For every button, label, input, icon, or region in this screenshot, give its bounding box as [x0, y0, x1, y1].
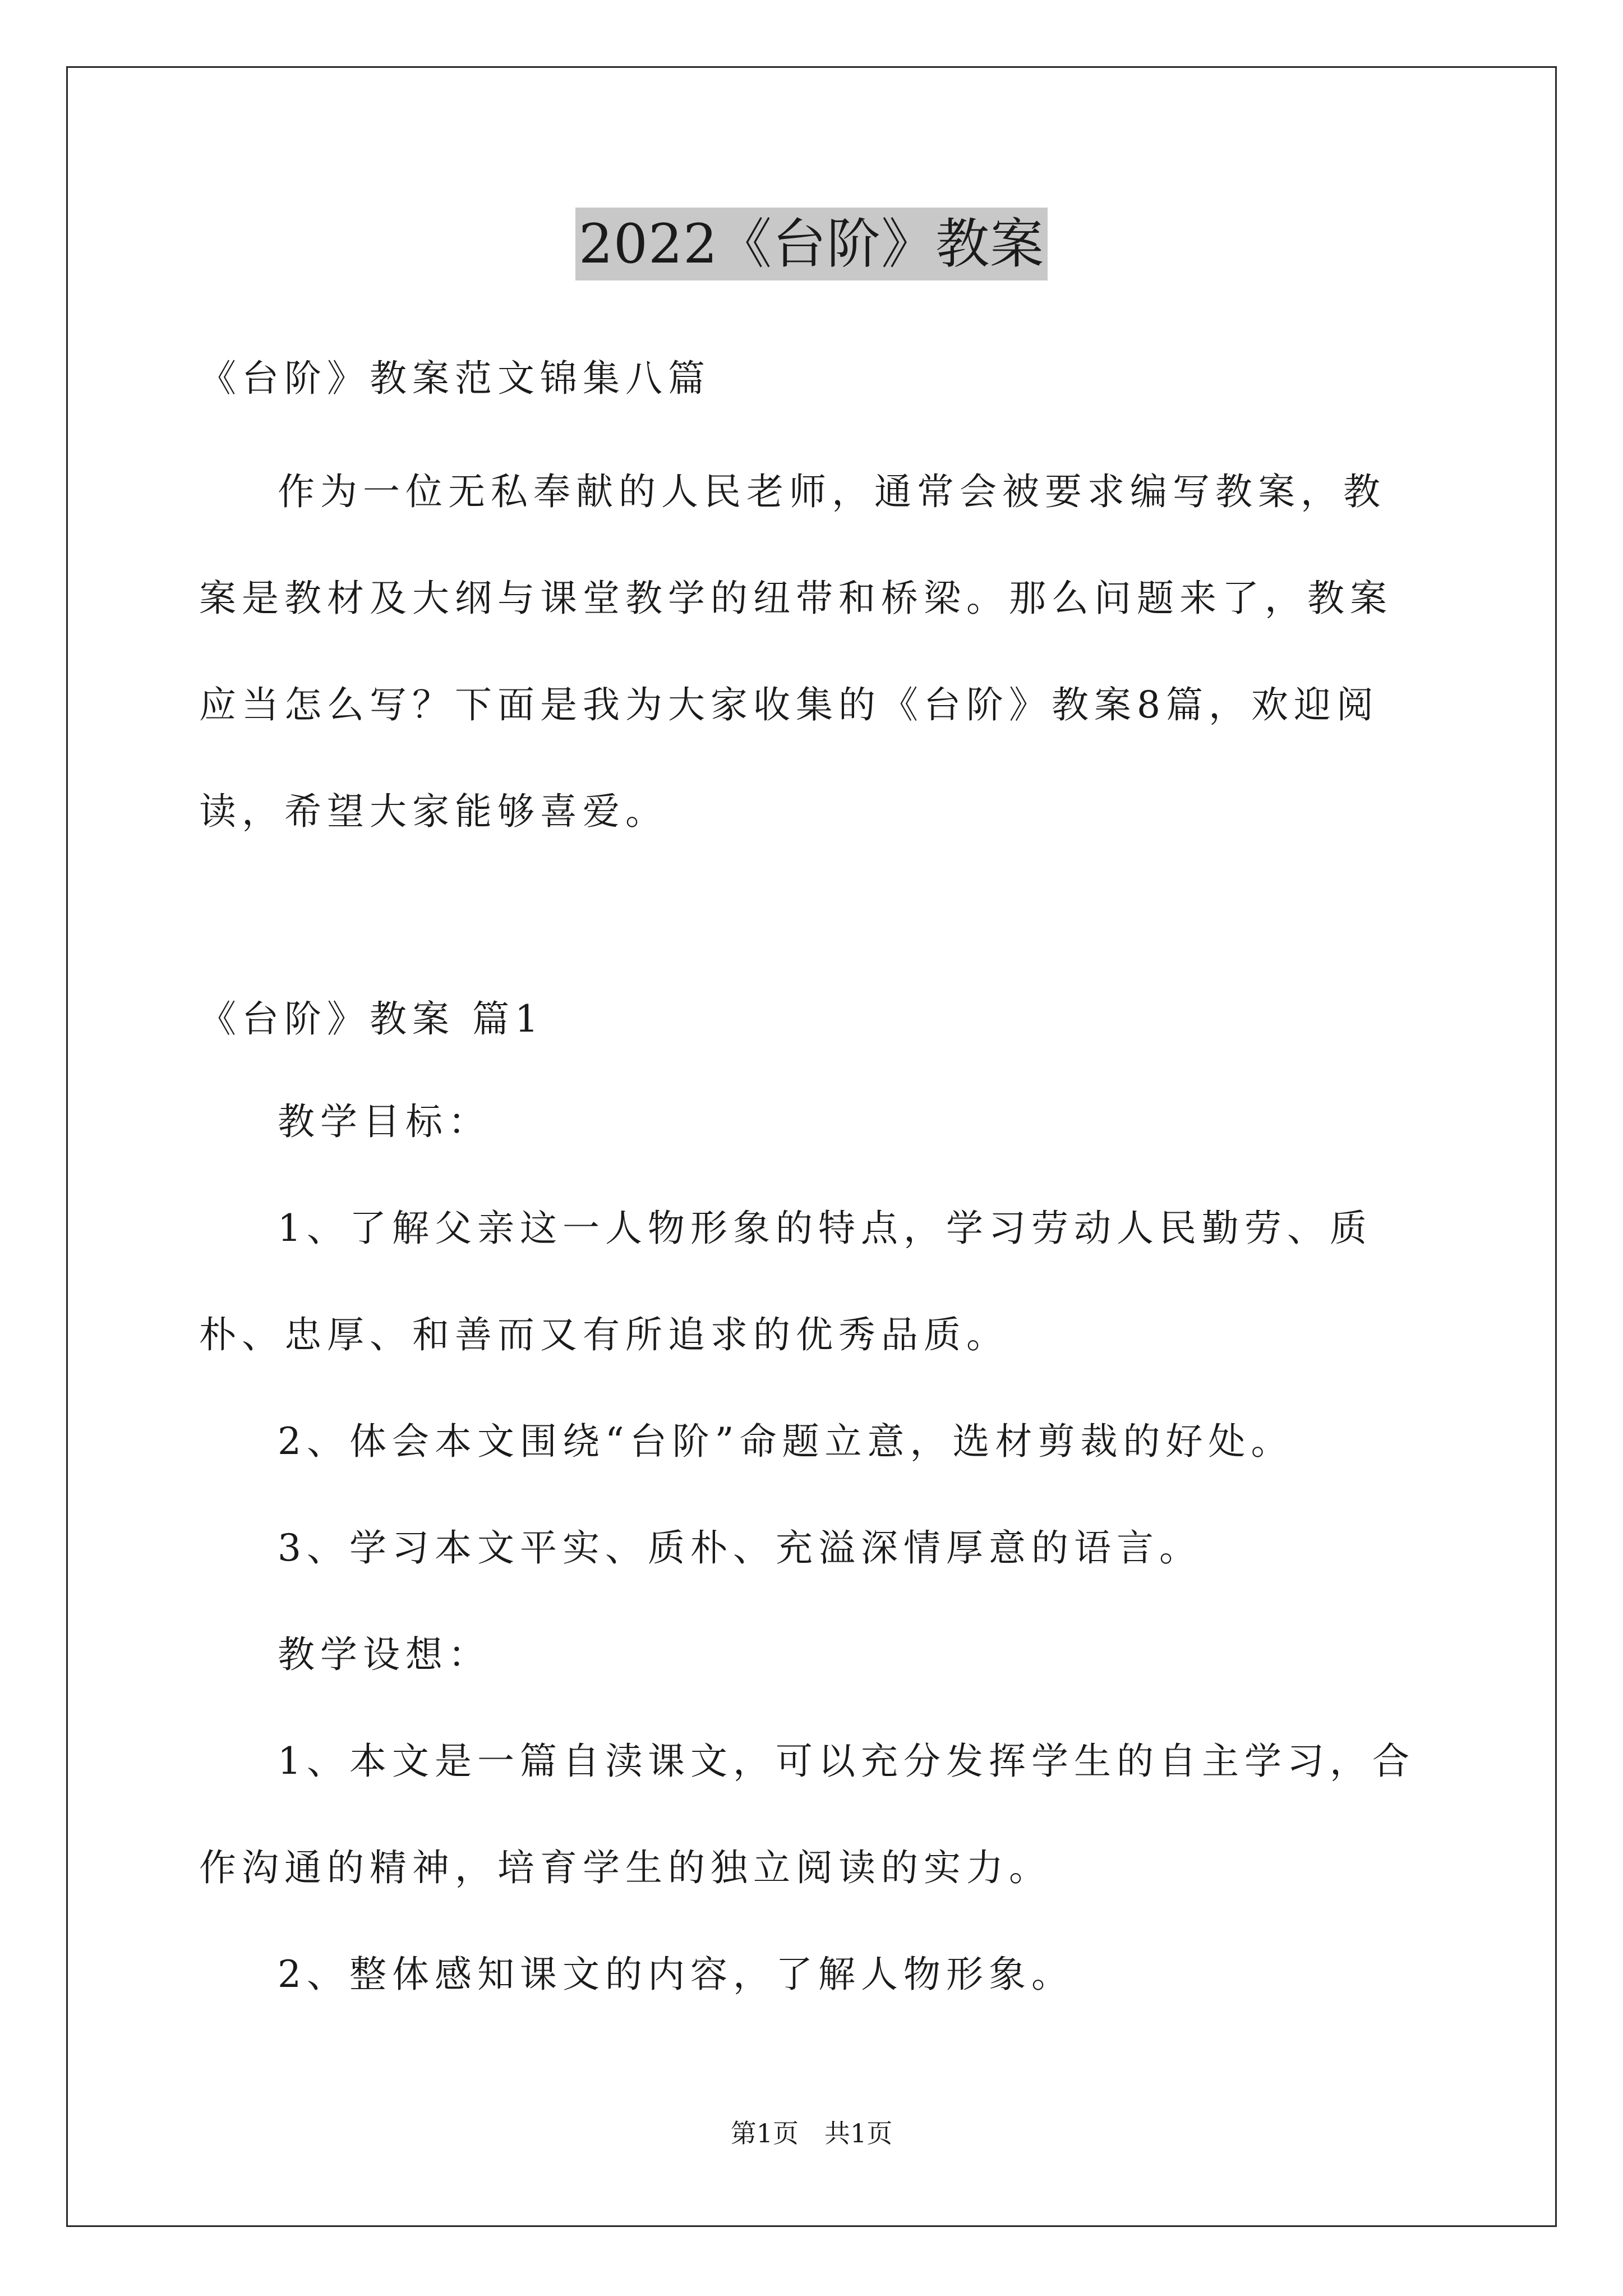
document-title: 2022《台阶》教案	[575, 208, 1048, 280]
objective-item-2: 2、体会本文围绕“台阶”命题立意，选材剪裁的好处。	[278, 1420, 1294, 1463]
design-item-1: 1、本文是一篇自渎课文，可以充分发挥学生的自主学习，合作沟通的精神，培育学生的独立阅读的实力。	[199, 1740, 1415, 1889]
intro-paragraph: 作为一位无私奉献的人民老师，通常会被要求编写教案，教案是教材及大纲与课堂教学的纽带和桥梁。那么问题来了，教案应当怎么写？下面是我为大家收集的《台阶》教案8篇，欢迎阅读，希望大家能够喜爱。	[199, 470, 1393, 833]
document-subtitle: 《台阶》教案范文锦集八篇	[199, 357, 711, 400]
section-heading: 《台阶》教案 篇1	[199, 997, 544, 1041]
design-item-2: 2、整体感知课文的内容，了解人物形象。	[278, 1953, 1074, 1996]
page-footer: 第1页 共1页	[730, 2118, 893, 2148]
title-container	[0, 208, 1623, 280]
objective-item-1: 1、了解父亲这一人物形象的特点，学习劳动人民勤劳、质朴、忠厚、和善而又有所追求的优秀品质。	[199, 1207, 1372, 1356]
design-heading: 教学设想：	[278, 1633, 491, 1676]
objectives-heading: 教学目标：	[278, 1100, 491, 1143]
objective-item-3: 3、学习本文平实、质朴、充溢深情厚意的语言。	[278, 1526, 1202, 1570]
